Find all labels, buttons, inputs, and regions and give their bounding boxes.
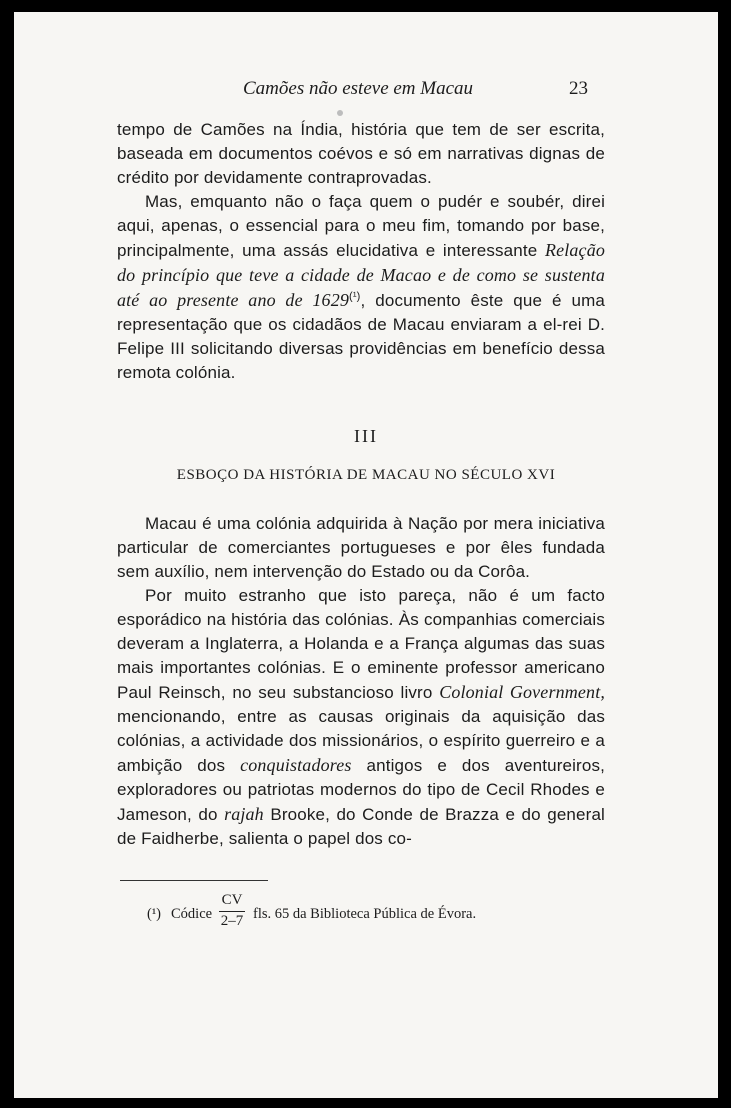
paragraph-text: mencionando, entre as causas originais da aquisição das colónias, a actividade dos missionários, o espírito guerreiro e a ambição dos [117,707,605,775]
italic-conquistadores: conquistadores [240,755,352,775]
fraction-numerator: CV [221,892,243,908]
section-title: ESBOÇO DA HISTÓRIA DE MACAU NO SÉCULO XVI [176,467,556,483]
paragraph-colonias [117,584,605,851]
footnote-ref: (¹) [349,290,361,303]
paragraph-continuation: tempo de Camões na Índia, história que tem de ser escrita, baseada em documentos coévos e só em narrativas dignas de crédito por devidamente contraprovadas. [117,120,605,187]
footnote-text: fls. 65 da Biblioteca Pública de Évora. [253,906,477,922]
paragraph-text: Brooke, do Conde de Brazza e do general de Faidherbe, salienta o papel dos co- [117,805,605,848]
page-number: 23 [569,78,588,99]
text-block-top [117,118,605,385]
footnote-rule [120,880,268,881]
italic-book-title: Colonial Government, [439,682,605,702]
fraction-bar [219,911,245,912]
fraction-denominator: 2–7 [220,913,244,929]
footnote-marker: (¹) [147,906,162,922]
paragraph-text: Por muito estranho que isto pareça, não é um facto esporádico na história das colónias. Às companhias comerciais deveram a Inglaterra, a Holanda e a França algumas das suas mais importantes colónias. E o eminente professor americano Paul Reinsch, no seu substancioso livro [117,586,605,702]
paragraph-macau: Macau é uma colónia adquirida à Nação por mera iniciativa particular de comerciantes portugueses e por êles fundada sem auxílio, nem intervenção do Estado ou da Corôa. [117,514,605,581]
italic-title-relacao: Relação do princípio que teve a cidade de Macao e de como se sustenta até ao presente ano de 1629 [117,240,605,310]
text-block-bottom [117,512,605,851]
running-title: Camões não esteve em Macau [243,78,474,99]
paragraph-relacao [117,190,605,385]
paragraph-text: Mas, emquanto não o faça quem o pudér e soubér, direi aqui, apenas, o essencial para o meu fim, tomando por base, principalmente, uma assás elucidativa e interessante [117,192,605,260]
footnote-prefix: Códice [171,906,213,922]
paragraph-text: antigos e dos aventureiros, exploradores ou patriotas modernos do tipo de Cecil Rhodes e Jameson, do [117,756,605,824]
header-ornament [337,110,343,116]
book-page [14,12,718,1098]
italic-rajah: rajah [224,804,264,824]
running-header [14,78,718,104]
footnote-fraction [217,892,247,930]
section-number: III [354,426,378,446]
paragraph-text: , documento êste que é uma representação que os cidadãos de Macau enviaram a el-rei D. Felipe III solicitando diversas providências em benefício dessa remota colónia. [117,291,606,382]
